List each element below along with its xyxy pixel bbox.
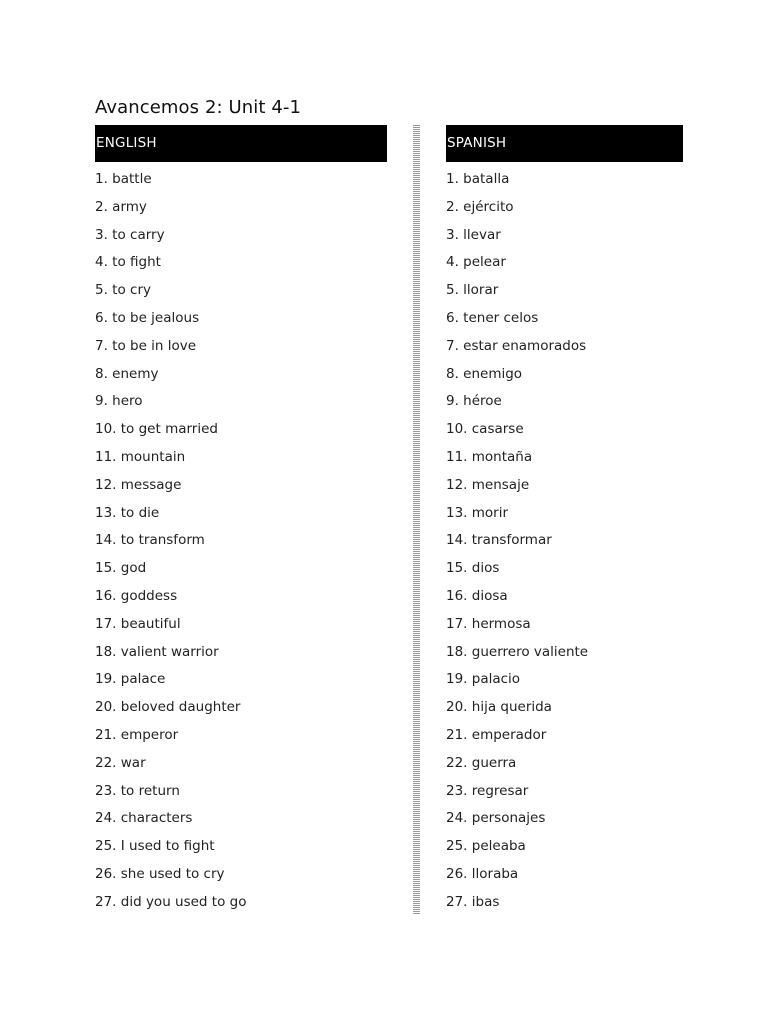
english-term: 1. battle — [95, 171, 152, 187]
spanish-term: 21. emperador — [446, 726, 547, 743]
english-term: 8. enemy — [95, 365, 159, 382]
spanish-list — [446, 166, 683, 917]
english-term: 27. did you used to go — [95, 893, 247, 910]
spanish-term: 6. tener celos — [446, 309, 539, 326]
column-divider — [413, 125, 420, 914]
spanish-term: 18. guerrero valiente — [446, 643, 589, 660]
spanish-term: 27. ibas — [446, 893, 500, 910]
english-term: 24. characters — [95, 810, 193, 827]
spanish-term: 20. hija querida — [446, 699, 552, 716]
english-term: 3. to carry — [95, 226, 165, 243]
spanish-header: SPANISH — [446, 125, 683, 162]
english-term: 22. war — [95, 754, 146, 771]
spanish-term: 22. guerra — [446, 754, 517, 771]
english-term: 6. to be jealous — [95, 309, 200, 326]
english-term: 16. goddess — [95, 587, 178, 604]
english-term: 13. to die — [95, 504, 160, 521]
spanish-term: 16. diosa — [446, 587, 508, 604]
spanish-term: 19. palacio — [446, 671, 521, 688]
spanish-term: 9. héroe — [446, 393, 502, 410]
english-term: 15. god — [95, 560, 147, 577]
spanish-term: 26. lloraba — [446, 865, 519, 882]
spanish-term: 14. transformar — [446, 532, 552, 549]
spanish-term: 2. ejército — [446, 198, 514, 215]
spanish-term: 25. peleaba — [446, 838, 526, 855]
english-term: 17. beautiful — [95, 615, 181, 632]
spanish-term: 1. batalla — [446, 171, 510, 187]
english-term: 18. valient warrior — [95, 643, 219, 660]
english-term: 9. hero — [95, 393, 143, 410]
spanish-term: 15. dios — [446, 560, 500, 577]
spanish-term: 17. hermosa — [446, 615, 531, 632]
page-title: Avancemos 2: Unit 4-1 — [95, 97, 302, 118]
spanish-term: 11. montaña — [446, 448, 533, 465]
english-term: 25. I used to fight — [95, 838, 215, 855]
spanish-term: 10. casarse — [446, 421, 524, 438]
spanish-term: 3. llevar — [446, 226, 501, 243]
english-term: 7. to be in love — [95, 337, 197, 354]
english-term: 26. she used to cry — [95, 865, 225, 882]
english-term: 23. to return — [95, 782, 180, 799]
english-term: 21. emperor — [95, 726, 179, 743]
spanish-term: 23. regresar — [446, 782, 529, 799]
spanish-term: 8. enemigo — [446, 365, 523, 382]
english-term: 19. palace — [95, 671, 166, 688]
english-term: 4. to fight — [95, 254, 161, 271]
english-list — [95, 166, 387, 917]
english-term: 20. beloved daughter — [95, 699, 241, 716]
english-term: 5. to cry — [95, 282, 151, 299]
spanish-term: 13. morir — [446, 504, 509, 521]
english-term: 14. to transform — [95, 532, 205, 549]
english-header: ENGLISH — [95, 125, 387, 162]
spanish-term: 24. personajes — [446, 810, 546, 827]
english-column — [95, 125, 387, 917]
spanish-term: 12. mensaje — [446, 476, 530, 493]
english-term: 10. to get married — [95, 421, 218, 438]
spanish-term: 4. pelear — [446, 254, 506, 271]
spanish-column — [446, 125, 683, 917]
spanish-term: 5. llorar — [446, 282, 499, 299]
spanish-term: 7. estar enamorados — [446, 337, 587, 354]
english-term: 11. mountain — [95, 448, 186, 465]
english-term: 2. army — [95, 198, 147, 215]
english-term: 12. message — [95, 476, 182, 493]
